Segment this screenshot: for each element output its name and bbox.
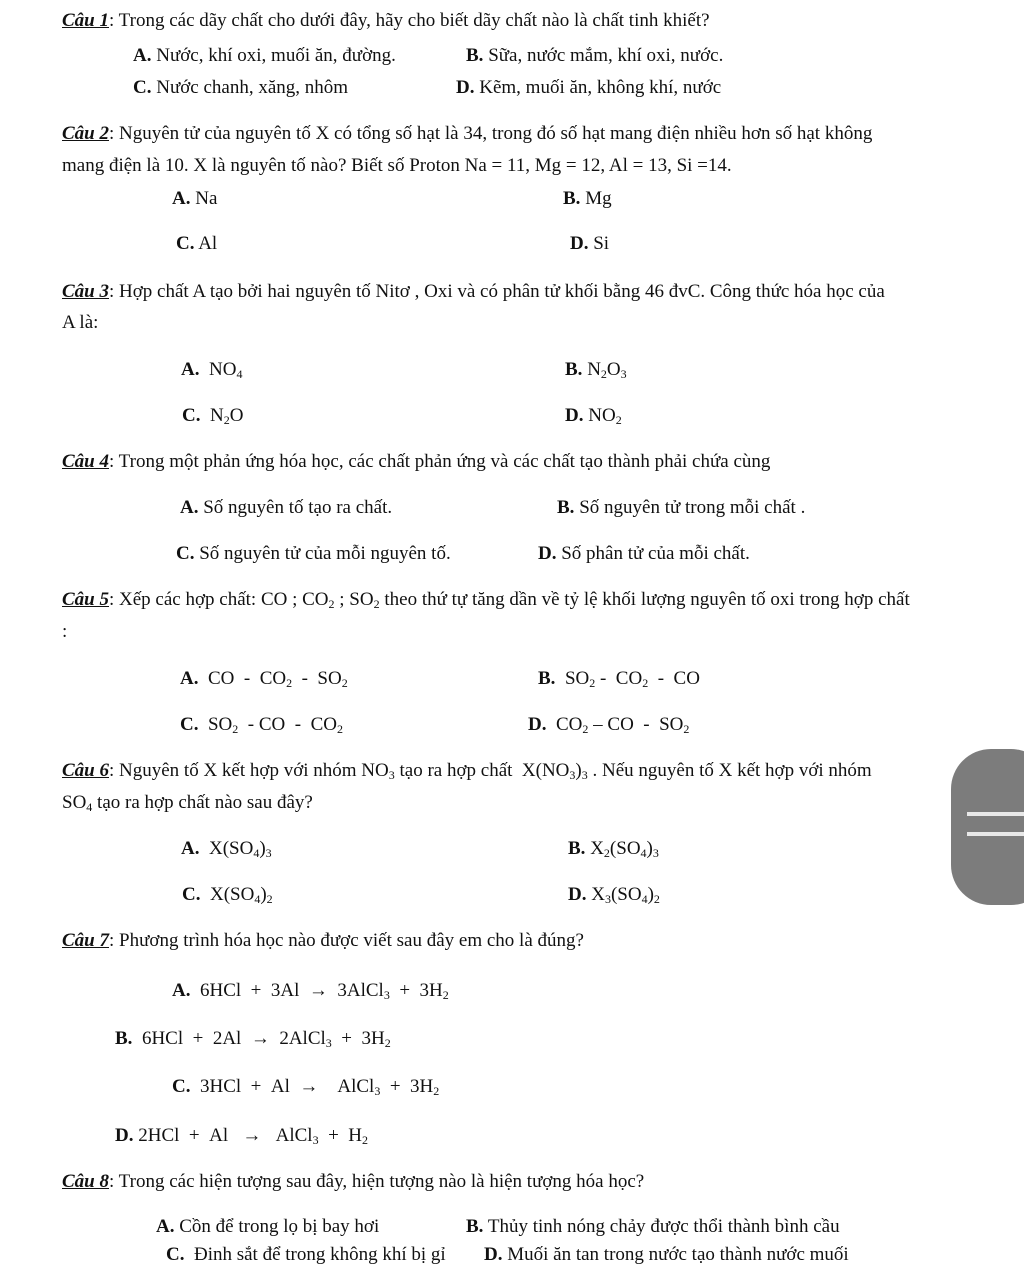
question-4-label: Câu 4 bbox=[62, 451, 109, 472]
question-6-option-d[interactable]: D. $X_3(SO_4)_2$ bbox=[568, 884, 660, 906]
question-2-stem-line-2: mang điện là 10. X là nguyên tố nào? Biết số Proton Na = 11, Mg = 12, Al = 13, Si =14. bbox=[62, 155, 732, 176]
question-4-option-d[interactable]: D. Số phân tử của mỗi chất. bbox=[538, 543, 750, 564]
question-1-option-a[interactable]: A. Nước, khí oxi, muối ăn, đường. bbox=[133, 45, 396, 66]
question-5-option-a[interactable]: A. CO - $CO_2 - SO_2$ bbox=[180, 668, 348, 690]
question-5-option-b[interactable]: B. $SO_2 - CO_2$ - CO bbox=[538, 668, 700, 690]
question-2-label: Câu 2 bbox=[62, 123, 109, 144]
question-3-label: Câu 3 bbox=[62, 281, 109, 302]
question-8-option-c[interactable]: C. Đinh sắt để trong không khí bị gỉ bbox=[166, 1244, 446, 1265]
question-1-option-c[interactable]: C. Nước chanh, xăng, nhôm bbox=[133, 77, 349, 98]
question-7-stem: Câu 7: Phương trình hóa học nào được viết sau đây em cho là đúng? bbox=[62, 930, 584, 951]
menu-icon-line-top bbox=[967, 812, 1024, 816]
question-6-label: Câu 6 bbox=[62, 760, 109, 781]
question-6-option-c[interactable]: C. $X(SO_4)_2$ bbox=[182, 884, 273, 906]
question-8-option-d[interactable]: D. Muối ăn tan trong nước tạo thành nước muối bbox=[484, 1244, 849, 1265]
question-2-option-a[interactable]: A. Na bbox=[172, 188, 218, 209]
question-1-option-d[interactable]: D. Kẽm, muối ăn, không khí, nước bbox=[456, 77, 722, 98]
question-1-option-b[interactable]: B. Sữa, nước mắm, khí oxi, nước. bbox=[466, 45, 724, 66]
question-3-option-d[interactable]: D. $NO_2$ bbox=[565, 405, 622, 427]
side-menu-handle[interactable] bbox=[951, 749, 1024, 905]
question-5-option-d[interactable]: D. $CO_2$ – CO - $SO_2$ bbox=[528, 714, 690, 736]
question-4-stem: Câu 4: Trong một phản ứng hóa học, các chất phản ứng và các chất tạo thành phải chứa cùng bbox=[62, 451, 771, 472]
question-3-option-b[interactable]: B. $N_2O_3$ bbox=[565, 359, 627, 381]
question-4-option-c[interactable]: C. Số nguyên tử của mỗi nguyên tố. bbox=[176, 543, 451, 564]
question-2-option-b[interactable]: B. Mg bbox=[563, 188, 612, 209]
question-7-option-d[interactable]: D. 2HCl + Al → AlCl$_3$ + $H_2$ bbox=[115, 1125, 369, 1147]
question-5-stem: Câu 5: Xếp các hợp chất: CO ; $CO_2$ ; $SO_2$ theo thứ tự tăng dần về tỷ lệ khối lượng nguyên tố oxi trong hợp chất bbox=[62, 589, 910, 611]
question-1-stem: Câu 1: Trong các dãy chất cho dưới đây, hãy cho biết dãy chất nào là chất tinh khiết? bbox=[62, 10, 710, 31]
question-8-option-b[interactable]: B. Thủy tinh nóng chảy được thổi thành bình cầu bbox=[466, 1216, 840, 1237]
question-7-option-a[interactable]: A. 6HCl + 3Al → 3AlCl$_3$ + $3H_2$ bbox=[172, 980, 449, 1002]
question-5-label: Câu 5 bbox=[62, 589, 109, 610]
question-5-stem-line-2: : bbox=[62, 621, 68, 642]
question-6-stem: Câu 6: Nguyên tố X kết hợp với nhóm $NO_3$ tạo ra hợp chất $X(NO_3)_3$ . Nếu nguyên tố X kết hợp với nhóm bbox=[62, 760, 872, 782]
question-2-option-d[interactable]: D. Si bbox=[570, 233, 610, 254]
question-7-option-c[interactable]: C. 3HCl + Al → AlCl$_3$ + $3H_2$ bbox=[172, 1076, 440, 1098]
question-3-option-c[interactable]: C. $N_2O$ bbox=[182, 405, 244, 427]
question-7-option-b[interactable]: B. 6HCl + 2Al → 2AlCl$_3$ + $3H_2$ bbox=[115, 1028, 391, 1050]
question-4-option-b[interactable]: B. Số nguyên tử trong mỗi chất . bbox=[557, 497, 806, 518]
question-6-option-b[interactable]: B. $X_2(SO_4)_3$ bbox=[568, 838, 659, 860]
question-3-option-a[interactable]: A. $NO_4$ bbox=[181, 359, 243, 381]
menu-icon-line-bottom bbox=[967, 832, 1024, 836]
question-8-stem: Câu 8: Trong các hiện tượng sau đây, hiện tượng nào là hiện tượng hóa học? bbox=[62, 1171, 645, 1192]
question-3-stem: Câu 3: Hợp chất A tạo bởi hai nguyên tố Nitơ , Oxi và có phân tử khối bằng 46 đvC. Công thức hóa học của bbox=[62, 281, 885, 302]
question-8-label: Câu 8 bbox=[62, 1171, 109, 1192]
question-3-stem-line-2: A là: bbox=[62, 312, 99, 333]
question-2-option-c[interactable]: C. Al bbox=[176, 233, 218, 254]
question-2-stem: Câu 2: Nguyên tử của nguyên tố X có tổng số hạt là 34, trong đó số hạt mang điện nhiều hơn số hạt không bbox=[62, 123, 873, 144]
question-6-stem-line-2: $SO_4$ tạo ra hợp chất nào sau đây? bbox=[62, 792, 313, 814]
question-5-option-c[interactable]: C. $SO_2$ - CO - $CO_2$ bbox=[180, 714, 343, 736]
question-4-option-a[interactable]: A. Số nguyên tố tạo ra chất. bbox=[180, 497, 393, 518]
question-6-option-a[interactable]: A. $X(SO_4)_3$ bbox=[181, 838, 272, 860]
question-7-label: Câu 7 bbox=[62, 930, 109, 951]
question-8-option-a[interactable]: A. Cồn để trong lọ bị bay hơi bbox=[156, 1216, 380, 1237]
question-1-label: Câu 1 bbox=[62, 10, 109, 31]
